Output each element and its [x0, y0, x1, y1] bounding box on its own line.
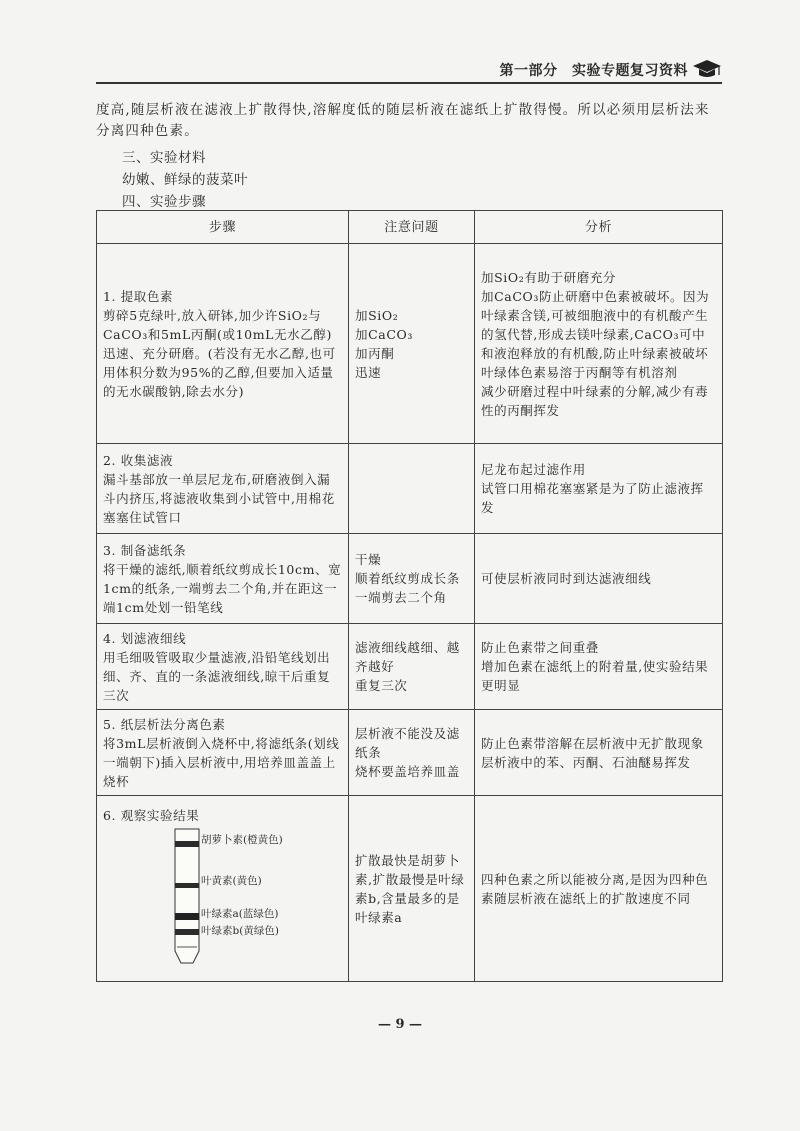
steps-table	[96, 210, 723, 982]
notes-cell	[349, 624, 475, 710]
analysis-line: 加CaCO₃防止研磨中色素被破坏。因为叶绿素含镁,可被细胞液中的有机酸产生的氢代替,形成去镁叶绿素,CaCO₃可中和液泡释放的有机酸,防止叶绿素被破坏	[481, 288, 710, 361]
page-header	[96, 58, 722, 84]
note-line: 滤液细线越细、越齐越好	[355, 640, 460, 674]
analysis-cell	[475, 244, 723, 444]
step-title: 2. 收集滤液	[103, 452, 174, 468]
band-carotene	[175, 841, 199, 847]
notes-cell	[349, 796, 475, 982]
note-line: 扩散最快是胡萝卜素,扩散最慢是叶绿素b,含量最多的是叶绿素a	[355, 852, 465, 925]
notes-cell	[349, 244, 475, 444]
analysis-line: 减少研磨过程中叶绿素的分解,减少有毒性的丙酮挥发	[481, 383, 709, 418]
analysis-line: 试管口用棉花塞塞紧是为了防止滤液挥发	[481, 481, 704, 515]
analysis-line: 叶绿体色素易溶于丙酮等有机溶剂	[481, 364, 678, 380]
step-title: 5. 纸层析法分离色素	[103, 716, 226, 732]
label-chlorophyll-b: 叶绿素b(黄绿色)	[201, 925, 279, 937]
chromatography-diagram	[103, 825, 342, 965]
notes-cell	[349, 444, 475, 534]
step-body: 将3mL层析液倒入烧杯中,将滤纸条(划线一端朝下)插入层析液中,用培养皿盖盖上烧杯	[103, 735, 340, 789]
analysis-line: 层析液中的苯、丙酮、石油醚易挥发	[481, 754, 691, 770]
note-line: 迅速	[355, 364, 382, 380]
step-body: 剪碎5克绿叶,放入研钵,加少许SiO₂与CaCO₃和5mL丙酮(或10mL无水乙醇)迅速、充分研磨。(若没有无水乙醇,也可用体积分数为95%的乙醇,但要加入适量的无水碳酸钠,除去水分)	[103, 307, 336, 399]
intro-paragraph: 度高,随层析液在滤液上扩散得快,溶解度低的随层析液在滤纸上扩散得慢。所以必须用层析法来分离四种色素。	[96, 102, 710, 139]
step-cell	[97, 244, 349, 444]
notes-cell	[349, 710, 475, 796]
step-body: 用毛细吸管吸取少量滤液,沿铅笔线划出细、齐、直的一条滤液细线,晾干后重复三次	[103, 649, 331, 703]
step-body: 将干燥的滤纸,顺着纸纹剪成长10cm、宽1cm的纸条,一端剪去二个角,并在距这一端1cm处划一铅笔线	[103, 561, 342, 615]
note-line: 层析液不能没及滤纸条	[355, 726, 460, 760]
step-body: 漏斗基部放一单层尼龙布,研磨液倒入漏斗内挤压,将滤液收集到小试管中,用棉花塞塞住试管口	[103, 471, 335, 525]
analysis-line: 增加色素在滤纸上的附着量,使实验结果更明显	[481, 659, 709, 693]
step-title: 1. 提取色素	[103, 288, 174, 304]
step-title: 3. 制备滤纸条	[103, 542, 187, 558]
analysis-line: 加SiO₂有助于研磨充分	[481, 269, 617, 285]
analysis-cell	[475, 534, 723, 624]
note-line: 顺着纸纹剪成长条	[355, 571, 460, 586]
analysis-line: 可使层析液同时到达滤液细线	[481, 571, 652, 586]
note-line: 加CaCO₃	[355, 326, 413, 342]
note-line: 加丙酮	[355, 345, 395, 361]
table-row	[97, 534, 723, 624]
label-chlorophyll-a: 叶绿素a(蓝绿色)	[201, 908, 279, 920]
step-cell	[97, 624, 349, 710]
band-xanthophyll	[175, 883, 199, 888]
analysis-cell	[475, 444, 723, 534]
analysis-line: 尼龙布起过滤作用	[481, 462, 586, 477]
analysis-line: 防止色素带之间重叠	[481, 640, 599, 655]
analysis-cell	[475, 624, 723, 710]
step-cell	[97, 796, 349, 982]
table-row	[97, 444, 723, 534]
analysis-cell	[475, 710, 723, 796]
table-row	[97, 796, 723, 982]
band-chlorophyll-a	[175, 913, 199, 920]
table-row	[97, 710, 723, 796]
step-title: 4. 划滤液细线	[103, 630, 187, 646]
header-title: 第一部分 实验专题复习资料	[499, 63, 688, 79]
analysis-cell	[475, 796, 723, 982]
graduation-cap-icon	[692, 56, 722, 80]
section-3-title: 三、实验材料	[122, 150, 206, 166]
note-line: 一端剪去二个角	[355, 590, 447, 605]
note-line: 干燥	[355, 552, 382, 567]
col-header-analysis: 分析	[475, 211, 723, 244]
analysis-line: 四种色素之所以能被分离,是因为四种色素随层析液在滤纸上的扩散速度不同	[481, 871, 709, 906]
note-line: 重复三次	[355, 678, 408, 693]
step-cell	[97, 444, 349, 534]
label-carotene: 胡萝卜素(橙黄色)	[201, 834, 283, 846]
analysis-line: 防止色素带溶解在层析液中无扩散现象	[481, 735, 704, 751]
notes-cell	[349, 534, 475, 624]
label-xanthophyll: 叶黄素(黄色)	[201, 875, 262, 887]
table-row	[97, 624, 723, 710]
step-cell	[97, 534, 349, 624]
note-line: 烧杯要盖培养皿盖	[355, 764, 460, 779]
step-cell	[97, 710, 349, 796]
col-header-step: 步骤	[97, 211, 349, 244]
band-chlorophyll-b	[175, 929, 199, 935]
section-4-title: 四、实验步骤	[122, 194, 206, 210]
note-line: 加SiO₂	[355, 307, 399, 323]
col-header-notes: 注意问题	[349, 211, 475, 244]
page-number: — 9 —	[377, 1017, 423, 1032]
step-title: 6. 观察实验结果	[103, 808, 200, 823]
table-row	[97, 244, 723, 444]
table-header-row	[97, 211, 723, 244]
section-3-content: 幼嫩、鲜绿的菠菜叶	[122, 172, 248, 188]
